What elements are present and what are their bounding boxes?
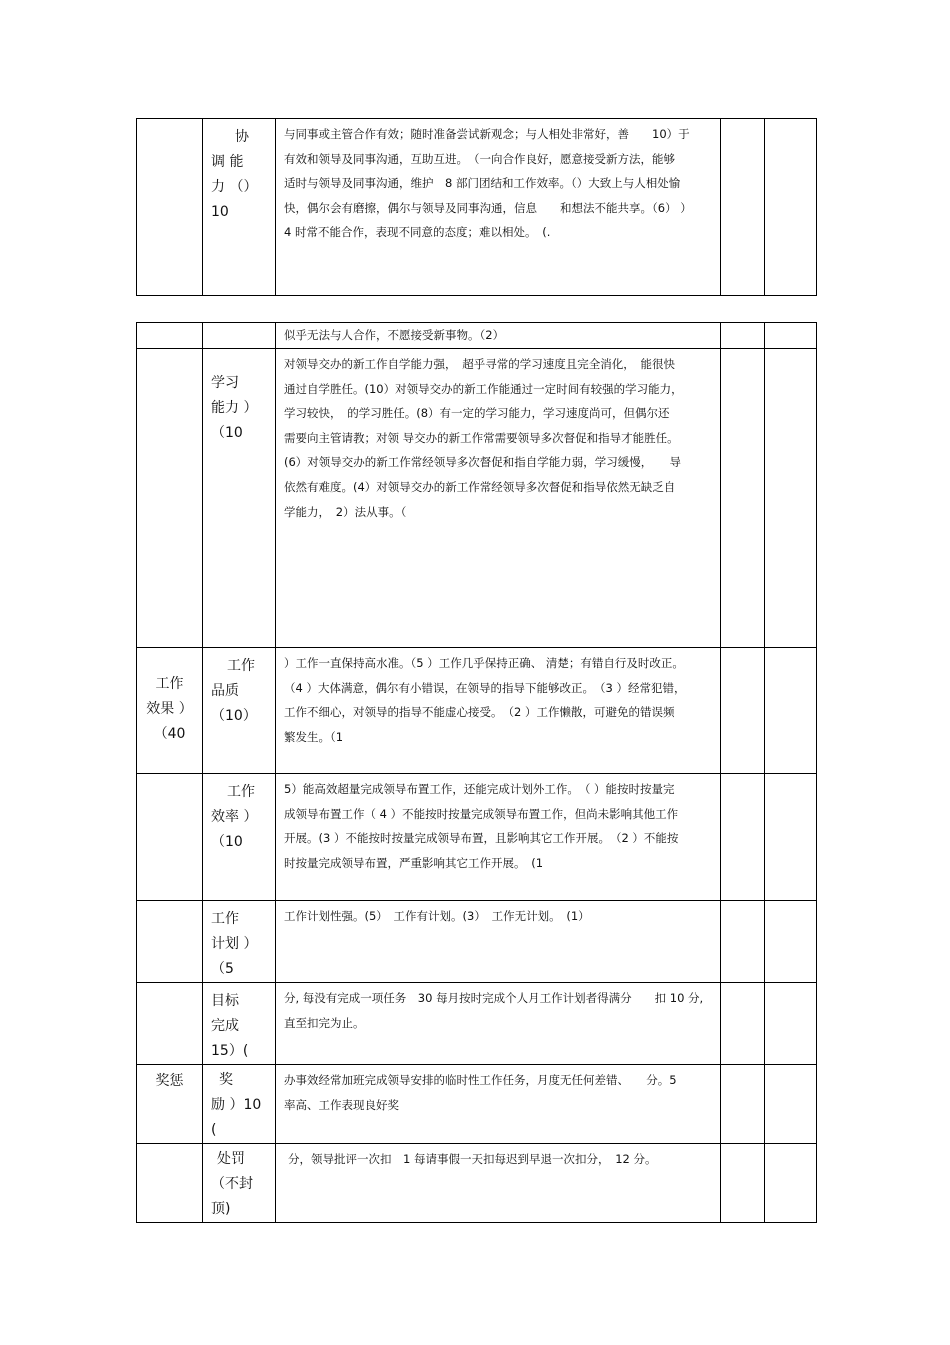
score-cell [721,119,765,296]
score-cell [721,983,765,1065]
score-cell [765,648,817,774]
category-cell [137,901,203,983]
criteria-line: 4 时常不能合作，表现不同意的态度；难以相处。 (. [284,225,551,240]
table-row-quality [137,648,817,774]
score-cell [721,774,765,901]
evaluation-table-part1 [136,118,817,296]
criteria-line: 5）能高效超量完成领导布置工作，还能完成计划外工作。 （ ）能按时按量完 [284,782,675,796]
category-cell [137,774,203,901]
score-cell [765,1065,817,1144]
category-line: 工作 [155,676,184,692]
criteria-line: 与同事或主管合作有效；随时准备尝试新观念；与人相处非常好，善 10）于 [284,127,690,141]
item-line: （10） [211,708,257,724]
item-line: 处罚 [217,1151,245,1167]
score-cell [721,349,765,648]
item-line: 调 能 [211,154,244,170]
category-cell-reward-penalty [137,1065,203,1144]
criteria-cell-continuation [276,323,721,349]
category-line: 效果 ） [146,701,193,717]
criteria-line: （4 ）大体满意，偶尔有小错误，在领导的指导下能够改正。 （3 ）经常犯错， [284,680,686,695]
category-line: （40 [153,726,186,742]
criteria-cell-target [276,983,721,1065]
item-line: 计划 ） [211,936,258,952]
criteria-line: 繁发生。（1 [284,729,344,744]
category-cell [137,119,203,296]
item-line: 能力 ） [211,400,258,416]
criteria-line: 工作不细心，对领导的指导不能虚心接受。 （2 ）工作懒散，可避免的错误频 [284,705,675,720]
item-line: 目标 [211,993,239,1009]
criteria-cell-efficiency [276,774,721,901]
item-line: 励 ）10 [211,1097,262,1113]
category-cell-work-results [137,648,203,774]
item-line: （10 [211,834,243,850]
item-line: （10 [211,425,243,441]
table-row-learning [137,349,817,648]
score-cell [765,1144,817,1223]
table-row-plan [137,901,817,983]
item-line: 学习 [211,375,239,391]
criteria-cell-penalty [276,1144,721,1223]
score-cell [765,119,817,296]
criteria-line: 分，领导批评一次扣 1 每请事假一天扣每迟到早退一次扣分， 12 分。 [288,1152,657,1166]
item-line: 工作 [211,911,239,927]
criteria-cell-plan [276,901,721,983]
item-line: 力 （） [211,179,258,195]
item-cell-coordination [203,119,276,296]
item-line: 工作 [227,784,255,800]
item-line: 协 [235,129,249,145]
item-line: 10 [211,204,229,220]
criteria-line: 依然有难度。(4）对领导交办的新工作常经领导多次督促和指导依然无缺乏自 [284,479,676,494]
criteria-line: 时按量完成领导布置，严重影响其它工作开展。 (1 [284,855,544,870]
criteria-line: 适时与领导及同事沟通，维护 8 部门团结和工作效率。（）大致上与人相处愉 [284,176,681,191]
item-cell-target [203,983,276,1065]
score-cell [721,323,765,349]
table-row-coordination [137,119,817,296]
score-cell [765,774,817,901]
evaluation-table-part2 [136,322,817,1223]
score-cell [765,323,817,349]
criteria-line: 似乎无法与人合作，不愿接受新事物。（2） [284,328,505,342]
item-line: 效率 ） [211,809,258,825]
category-cell [137,323,203,349]
item-line: （5 [211,961,234,977]
item-cell-learning [203,349,276,648]
criteria-line: 需要向主管请教；对领 导交办的新工作常需要领导多次督促和指导才能胜任。 [284,430,679,445]
table-row-target [137,983,817,1065]
score-cell [721,648,765,774]
criteria-line: 有效和领导及同事沟通，互助互进。 （一向合作良好，愿意接受新方法，能够 [284,151,675,166]
criteria-line: 对领导交办的新工作自学能力强， 超乎寻常的学习速度且完全消化， 能很快 [284,357,675,371]
table-row-continuation [137,323,817,349]
score-cell [765,349,817,648]
criteria-line: 学能力， 2）法从事。（ [284,504,407,519]
item-cell-reward [203,1065,276,1144]
item-line: 15）( [211,1043,249,1059]
item-cell-efficiency [203,774,276,901]
item-cell-quality [203,648,276,774]
criteria-line: ）工作一直保持高水准。（5 ）工作几乎保持正确、 清楚；有错自行及时改正。 [284,656,684,670]
table-row-efficiency [137,774,817,901]
criteria-line: 快，偶尔会有磨擦，偶尔与领导及同事沟通，信息 和想法不能共享。（6） ） [284,200,692,215]
score-cell [721,1065,765,1144]
criteria-line: 直至扣完为止。 [284,1015,365,1030]
item-line: 工作 [227,658,255,674]
criteria-cell-quality [276,648,721,774]
category-cell [137,349,203,648]
item-cell-plan [203,901,276,983]
criteria-line: 成领导布置工作（ 4 ）不能按时按量完成领导布置工作，但尚未影响其他工作 [284,806,679,821]
category-line: 奖惩 [155,1073,184,1089]
item-line: 奖 [219,1072,233,1088]
criteria-line: 分, 每没有完成一项任务 30 每月按时完成个人月工作计划者得满分 扣 10 分, [284,991,704,1005]
item-line: 完成 [211,1018,239,1034]
criteria-line: 通过自学胜任。(10）对领导交办的新工作能通过一定时间有较强的学习能力， [284,381,683,396]
item-cell [203,323,276,349]
criteria-line: 学习较快， 的学习胜任。(8）有一定的学习能力，学习速度尚可，但偶尔还 [284,406,670,421]
criteria-line: 率高、工作表现良好奖 [284,1097,399,1112]
score-cell [765,901,817,983]
table-row-penalty [137,1144,817,1223]
category-cell [137,983,203,1065]
item-line: 品质 [211,683,239,699]
score-cell [721,1144,765,1223]
criteria-line: 开展。(3 ）不能按时按量完成领导布置，且影响其它工作开展。 （2 ）不能按 [284,831,679,846]
item-line: 顶) [211,1201,231,1217]
item-cell-penalty [203,1144,276,1223]
criteria-cell-coordination [276,119,721,296]
item-line: （不封 [211,1176,253,1192]
category-cell [137,1144,203,1223]
criteria-line: (6）对领导交办的新工作常经领导多次督促和指自学能力弱，学习缓慢， 导 [284,455,682,470]
score-cell [721,901,765,983]
criteria-cell-reward [276,1065,721,1144]
criteria-cell-learning [276,349,721,648]
item-line: ( [211,1122,217,1138]
criteria-line: 办事效经常加班完成领导安排的临时性工作任务，月度无任何差错、 分。5 [284,1073,677,1087]
score-cell [765,983,817,1065]
table-row-reward [137,1065,817,1144]
criteria-line: 工作计划性强。(5） 工作有计划。(3） 工作无计划。 (1） [284,909,590,923]
